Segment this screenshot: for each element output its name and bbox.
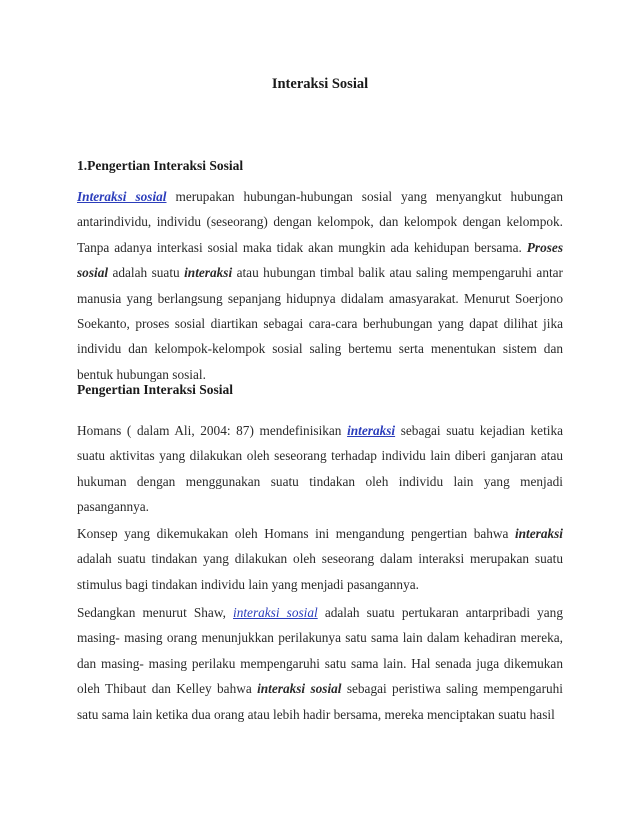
paragraph-text: Sedangkan menurut Shaw,: [77, 605, 234, 620]
shaw-paragraph: [77, 600, 563, 727]
paragraph-text: Homans ( dalam Ali, 2004: 87) mendefinisikan: [77, 423, 348, 438]
konsep-paragraph: [77, 521, 563, 597]
paragraph-text: atau hubungan timbal balik atau saling mempengaruhi antar manusia yang berlangsung sepanjang hidupnya didalam amasyarakat. Menurut Soerjono Soekanto, proses sosial diartikan sebagai cara-cara berhubungan yang dapat dilihat jika individu dan kelompok-kelompok sosial saling bertemu serta menentukan sistem dan bentuk hubungan sosial.: [77, 265, 563, 382]
section1-heading: 1.Pengertian Interaksi Sosial: [77, 158, 244, 173]
homans-paragraph: [77, 418, 563, 520]
paragraph-text: adalah suatu tindakan yang dilakukan oleh seseorang dalam interaksi merupakan suatu stimulus bagi tindakan individu lain yang menjadi pasangannya.: [77, 551, 563, 592]
emphasis-text: interaksi: [514, 526, 563, 541]
interaksi-sosial-link-2[interactable]: interaksi sosial: [233, 605, 318, 620]
interaksi-link[interactable]: interaksi: [347, 423, 396, 438]
section2-heading: Pengertian Interaksi Sosial: [77, 382, 234, 397]
emphasis-text: interaksi: [184, 265, 233, 281]
document-title: Interaksi Sosial: [271, 76, 369, 92]
section1-paragraph: [77, 184, 563, 387]
paragraph-text: sebagai suatu kejadian ketika suatu aktivitas yang dilakukan oleh seseorang terhadap individu lain diberi ganjaran atau hukuman dengan menggunakan suatu tindakan oleh individu lain yang menjadi pasangannya.: [77, 423, 564, 515]
emphasis-text: Proses sosial: [77, 239, 563, 281]
interaksi-sosial-link[interactable]: Interaksi sosial: [77, 189, 167, 204]
paragraph-text: adalah suatu pertukaran antarpribadi yang masing- masing orang menunjukkan perilakunya satu sama lain dalam kehadiran mereka, dan masing- masing perilaku mempengaruhi satu sama lain. Hal senada juga dikemukan oleh Thibaut dan Kelley bahwa: [77, 605, 563, 697]
paragraph-text: merupakan hubungan-hubungan sosial yang menyangkut hubungan antarindividu, individu (seseorang) dengan kelompok, dan kelompok dengan kelompok. Tanpa adanya interkasi sosial maka tidak akan mungkin ada kehidupan bersama.: [77, 189, 563, 255]
emphasis-text: interaksi sosial: [257, 681, 342, 697]
paragraph-text: Konsep yang dikemukakan oleh Homans ini mengandung pengertian bahwa: [77, 526, 515, 541]
paragraph-text: adalah suatu: [108, 265, 185, 281]
paragraph-text: sebagai peristiwa saling mempengaruhi satu sama lain ketika dua orang atau lebih hadir bersama, mereka menciptakan suatu hasil: [77, 681, 563, 722]
